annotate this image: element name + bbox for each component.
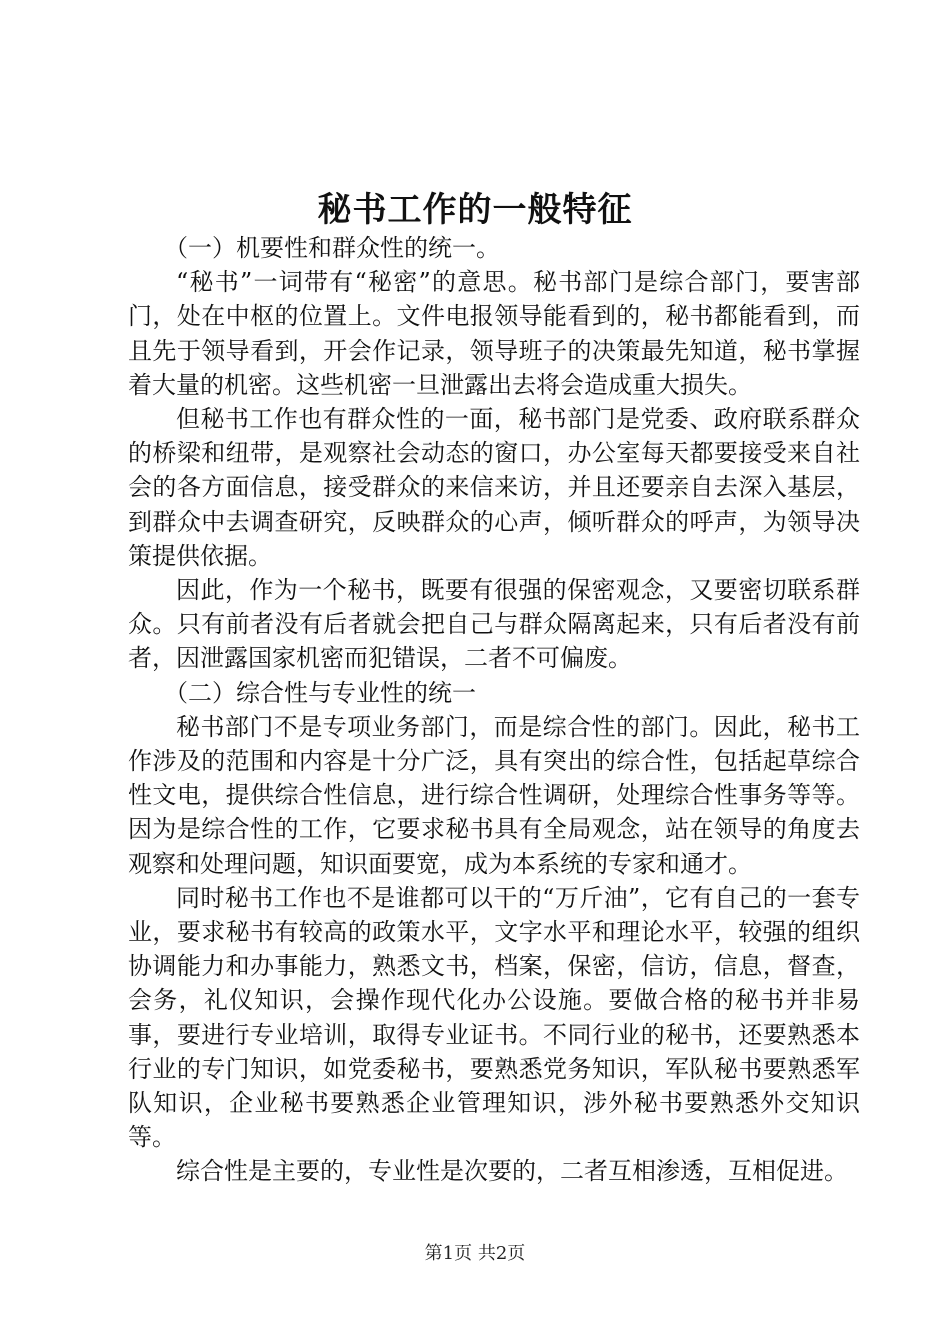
paragraph-1: “秘书”一词带有“秘密”的意思。秘书部门是综合部门，要害部门，处在中枢的位置上。文件电报领导能看到的，秘书都能看到，而且先于领导看到，开会作记录，领导班子的决策最先知道，秘书掌握着大量的机密。这些机密一旦泄露出去将会造成重大损失。 (128, 268, 860, 399)
page-number-footer: 第1页 共2页 (424, 1243, 526, 1264)
paragraph-3: 因此，作为一个秘书，既要有很强的保密观念，又要密切联系群众。只有前者没有后者就会把自己与群众隔离起来，只有后者没有前者，因泄露国家机密而犯错误，二者不可偏废。 (128, 576, 860, 673)
section-heading-2: （二）综合性与专业性的统一 (164, 678, 476, 707)
paragraph-6: 综合性是主要的，专业性是次要的，二者互相渗透，互相促进。 (176, 1157, 848, 1186)
paragraph-2: 但秘书工作也有群众性的一面，秘书部门是党委、政府联系群众的桥梁和纽带，是观察社会动态的窗口，办公室每天都要接受来自社会的各方面信息，接受群众的来信来访，并且还要亲自去深入基层，到群众中去调查研究，反映群众的心声，倾听群众的呼声，为领导决策提供依据。 (128, 405, 860, 570)
document-title: 秘书工作的一般特征 (317, 190, 633, 230)
section-heading-1: （一）机要性和群众性的统一。 (164, 234, 500, 262)
paragraph-5: 同时秘书工作也不是谁都可以干的“万斤油”，它有自己的一套专业，要求秘书有较高的政策水平，文字水平和理论水平，较强的组织协调能力和办事能力，熟悉文书，档案，保密，信访，信息，督查，会务，礼仪知识，会操作现代化办公设施。要做合格的秘书并非易事，要进行专业培训，取得专业证书。不同行业的秘书，还要熟悉本行业的专门知识，如党委秘书，要熟悉党务知识，军队秘书要熟悉军队知识，企业秘书要熟悉企业管理知识，涉外秘书要熟悉外交知识等。 (128, 883, 860, 1152)
document-body (128, 231, 860, 1189)
paragraph-4: 秘书部门不是专项业务部门，而是综合性的部门。因此，秘书工作涉及的范围和内容是十分广泛，具有突出的综合性，包括起草综合性文电，提供综合性信息，进行综合性调研，处理综合性事务等等。因为是综合性的工作，它要求秘书具有全局观念，站在领导的角度去观察和处理问题，知识面要宽，成为本系统的专家和通才。 (128, 712, 860, 878)
